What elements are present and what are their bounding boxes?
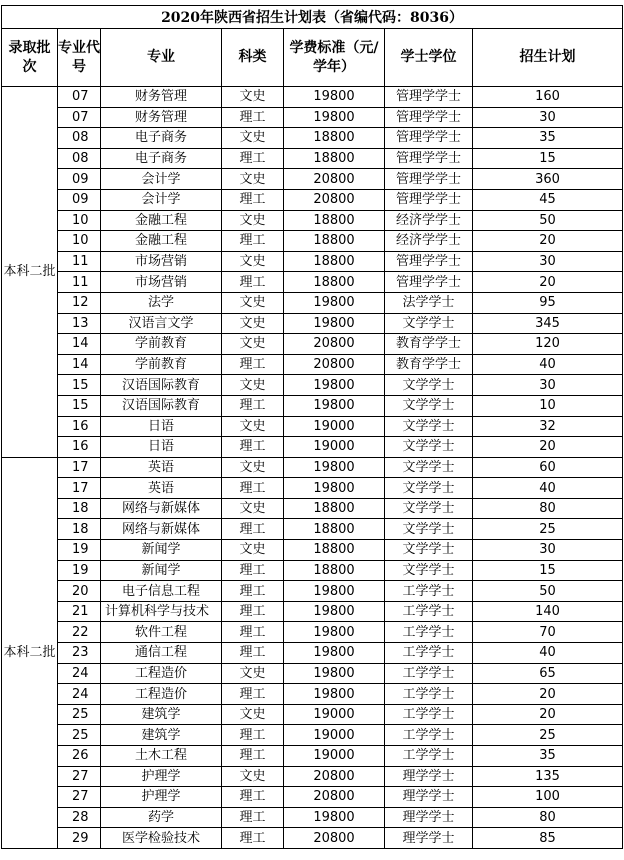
plan-cell: 40 xyxy=(473,478,623,499)
degree-cell: 管理学学士 xyxy=(385,169,473,190)
code-cell: 29 xyxy=(58,828,101,849)
major-cell: 网络与新媒体 xyxy=(101,498,222,519)
major-cell: 建筑学 xyxy=(101,704,222,725)
category-cell: 文史 xyxy=(222,663,284,684)
code-cell: 14 xyxy=(58,354,101,375)
tuition-cell: 20800 xyxy=(284,354,385,375)
degree-cell: 文学学士 xyxy=(385,395,473,416)
tuition-cell: 20800 xyxy=(284,189,385,210)
table-row xyxy=(2,210,623,231)
major-cell: 日语 xyxy=(101,437,222,458)
category-cell: 文史 xyxy=(222,313,284,334)
code-cell: 10 xyxy=(58,210,101,231)
major-cell: 电子商务 xyxy=(101,128,222,149)
table-row xyxy=(2,684,623,705)
degree-cell: 管理学学士 xyxy=(385,189,473,210)
batch-cell: 本科二批 xyxy=(2,87,58,458)
plan-cell: 20 xyxy=(473,704,623,725)
category-cell: 文史 xyxy=(222,128,284,149)
major-cell: 汉语国际教育 xyxy=(101,395,222,416)
major-cell: 工程造价 xyxy=(101,663,222,684)
code-cell: 27 xyxy=(58,787,101,808)
category-cell: 理工 xyxy=(222,395,284,416)
header-category: 科类 xyxy=(222,29,284,87)
degree-cell: 教育学学士 xyxy=(385,334,473,355)
category-cell: 文史 xyxy=(222,540,284,561)
tuition-cell: 20800 xyxy=(284,334,385,355)
code-cell: 16 xyxy=(58,416,101,437)
major-cell: 市场营销 xyxy=(101,251,222,272)
degree-cell: 文学学士 xyxy=(385,540,473,561)
major-cell: 工程造价 xyxy=(101,684,222,705)
category-cell: 文史 xyxy=(222,169,284,190)
major-cell: 电子信息工程 xyxy=(101,581,222,602)
plan-cell: 30 xyxy=(473,540,623,561)
code-cell: 09 xyxy=(58,189,101,210)
plan-cell: 50 xyxy=(473,581,623,602)
code-cell: 13 xyxy=(58,313,101,334)
degree-cell: 文学学士 xyxy=(385,375,473,396)
category-cell: 理工 xyxy=(222,807,284,828)
plan-cell: 30 xyxy=(473,107,623,128)
table-row xyxy=(2,766,623,787)
major-cell: 通信工程 xyxy=(101,643,222,664)
table-row xyxy=(2,128,623,149)
degree-cell: 工学学士 xyxy=(385,684,473,705)
code-cell: 28 xyxy=(58,807,101,828)
category-cell: 文史 xyxy=(222,292,284,313)
code-cell: 26 xyxy=(58,746,101,767)
table-row xyxy=(2,437,623,458)
category-cell: 理工 xyxy=(222,148,284,169)
code-cell: 15 xyxy=(58,375,101,396)
code-cell: 18 xyxy=(58,519,101,540)
plan-cell: 20 xyxy=(473,231,623,252)
degree-cell: 文学学士 xyxy=(385,478,473,499)
plan-cell: 10 xyxy=(473,395,623,416)
major-cell: 会计学 xyxy=(101,189,222,210)
code-cell: 25 xyxy=(58,725,101,746)
major-cell: 财务管理 xyxy=(101,87,222,108)
major-cell: 土木工程 xyxy=(101,746,222,767)
table-row xyxy=(2,746,623,767)
category-cell: 文史 xyxy=(222,375,284,396)
major-cell: 网络与新媒体 xyxy=(101,519,222,540)
degree-cell: 文学学士 xyxy=(385,416,473,437)
major-cell: 计算机科学与技术 xyxy=(101,601,222,622)
tuition-cell: 18800 xyxy=(284,498,385,519)
degree-cell: 工学学士 xyxy=(385,704,473,725)
category-cell: 理工 xyxy=(222,601,284,622)
code-cell: 11 xyxy=(58,251,101,272)
tuition-cell: 20800 xyxy=(284,828,385,849)
category-cell: 理工 xyxy=(222,272,284,293)
code-cell: 16 xyxy=(58,437,101,458)
plan-cell: 85 xyxy=(473,828,623,849)
code-cell: 12 xyxy=(58,292,101,313)
code-cell: 07 xyxy=(58,87,101,108)
degree-cell: 文学学士 xyxy=(385,457,473,478)
degree-cell: 管理学学士 xyxy=(385,107,473,128)
table-row xyxy=(2,87,623,108)
header-tuition: 学费标准（元/学年） xyxy=(284,29,385,87)
category-cell: 文史 xyxy=(222,210,284,231)
degree-cell: 管理学学士 xyxy=(385,148,473,169)
plan-cell: 32 xyxy=(473,416,623,437)
plan-cell: 15 xyxy=(473,148,623,169)
table-row xyxy=(2,560,623,581)
enrollment-plan-table xyxy=(1,5,623,849)
tuition-cell: 19800 xyxy=(284,581,385,602)
code-cell: 09 xyxy=(58,169,101,190)
tuition-cell: 18800 xyxy=(284,128,385,149)
code-cell: 08 xyxy=(58,128,101,149)
degree-cell: 工学学士 xyxy=(385,725,473,746)
tuition-cell: 19000 xyxy=(284,416,385,437)
degree-cell: 法学学士 xyxy=(385,292,473,313)
table-row xyxy=(2,375,623,396)
major-cell: 法学 xyxy=(101,292,222,313)
major-cell: 金融工程 xyxy=(101,231,222,252)
table-row xyxy=(2,725,623,746)
degree-cell: 工学学士 xyxy=(385,643,473,664)
plan-cell: 70 xyxy=(473,622,623,643)
category-cell: 理工 xyxy=(222,437,284,458)
degree-cell: 管理学学士 xyxy=(385,87,473,108)
category-cell: 理工 xyxy=(222,231,284,252)
category-cell: 文史 xyxy=(222,498,284,519)
major-cell: 日语 xyxy=(101,416,222,437)
tuition-cell: 19800 xyxy=(284,107,385,128)
tuition-cell: 19800 xyxy=(284,643,385,664)
major-cell: 新闻学 xyxy=(101,560,222,581)
plan-cell: 20 xyxy=(473,684,623,705)
tuition-cell: 19800 xyxy=(284,375,385,396)
category-cell: 理工 xyxy=(222,581,284,602)
major-cell: 电子商务 xyxy=(101,148,222,169)
table-body xyxy=(2,87,623,849)
degree-cell: 管理学学士 xyxy=(385,272,473,293)
code-cell: 19 xyxy=(58,540,101,561)
degree-cell: 管理学学士 xyxy=(385,251,473,272)
tuition-cell: 18800 xyxy=(284,148,385,169)
category-cell: 理工 xyxy=(222,560,284,581)
category-cell: 理工 xyxy=(222,622,284,643)
category-cell: 理工 xyxy=(222,725,284,746)
table-row xyxy=(2,272,623,293)
tuition-cell: 19800 xyxy=(284,684,385,705)
code-cell: 08 xyxy=(58,148,101,169)
tuition-cell: 20800 xyxy=(284,787,385,808)
table-row xyxy=(2,581,623,602)
category-cell: 理工 xyxy=(222,746,284,767)
code-cell: 11 xyxy=(58,272,101,293)
category-cell: 文史 xyxy=(222,457,284,478)
degree-cell: 经济学学士 xyxy=(385,231,473,252)
category-cell: 理工 xyxy=(222,519,284,540)
degree-cell: 理学学士 xyxy=(385,807,473,828)
category-cell: 文史 xyxy=(222,416,284,437)
major-cell: 汉语国际教育 xyxy=(101,375,222,396)
table-row xyxy=(2,334,623,355)
code-cell: 14 xyxy=(58,334,101,355)
table-row xyxy=(2,148,623,169)
major-cell: 药学 xyxy=(101,807,222,828)
major-cell: 英语 xyxy=(101,457,222,478)
degree-cell: 理学学士 xyxy=(385,787,473,808)
tuition-cell: 19000 xyxy=(284,746,385,767)
plan-cell: 65 xyxy=(473,663,623,684)
degree-cell: 工学学士 xyxy=(385,746,473,767)
code-cell: 10 xyxy=(58,231,101,252)
tuition-cell: 19000 xyxy=(284,725,385,746)
header-batch: 录取批次 xyxy=(2,29,58,87)
plan-cell: 360 xyxy=(473,169,623,190)
category-cell: 理工 xyxy=(222,684,284,705)
table-row xyxy=(2,704,623,725)
plan-cell: 40 xyxy=(473,643,623,664)
plan-cell: 50 xyxy=(473,210,623,231)
table-row xyxy=(2,519,623,540)
code-cell: 19 xyxy=(58,560,101,581)
major-cell: 建筑学 xyxy=(101,725,222,746)
tuition-cell: 20800 xyxy=(284,169,385,190)
table-row xyxy=(2,540,623,561)
degree-cell: 文学学士 xyxy=(385,313,473,334)
plan-cell: 30 xyxy=(473,375,623,396)
table-row xyxy=(2,107,623,128)
major-cell: 汉语言文学 xyxy=(101,313,222,334)
header-code: 专业代号 xyxy=(58,29,101,87)
degree-cell: 理学学士 xyxy=(385,828,473,849)
category-cell: 文史 xyxy=(222,334,284,355)
degree-cell: 理学学士 xyxy=(385,766,473,787)
category-cell: 理工 xyxy=(222,354,284,375)
tuition-cell: 19800 xyxy=(284,457,385,478)
category-cell: 理工 xyxy=(222,189,284,210)
major-cell: 英语 xyxy=(101,478,222,499)
table-row xyxy=(2,622,623,643)
plan-cell: 160 xyxy=(473,87,623,108)
tuition-cell: 18800 xyxy=(284,540,385,561)
tuition-cell: 19800 xyxy=(284,292,385,313)
plan-cell: 80 xyxy=(473,498,623,519)
tuition-cell: 19800 xyxy=(284,313,385,334)
degree-cell: 工学学士 xyxy=(385,581,473,602)
plan-cell: 15 xyxy=(473,560,623,581)
header-plan: 招生计划 xyxy=(473,29,623,87)
major-cell: 金融工程 xyxy=(101,210,222,231)
category-cell: 文史 xyxy=(222,87,284,108)
code-cell: 25 xyxy=(58,704,101,725)
table-row xyxy=(2,643,623,664)
major-cell: 新闻学 xyxy=(101,540,222,561)
degree-cell: 教育学学士 xyxy=(385,354,473,375)
table-row xyxy=(2,498,623,519)
plan-cell: 135 xyxy=(473,766,623,787)
table-row xyxy=(2,601,623,622)
major-cell: 学前教育 xyxy=(101,334,222,355)
table-title: 2020年陕西省招生计划表（省编代码：8036） xyxy=(2,6,623,29)
category-cell: 文史 xyxy=(222,704,284,725)
plan-cell: 80 xyxy=(473,807,623,828)
major-cell: 市场营销 xyxy=(101,272,222,293)
table-row xyxy=(2,807,623,828)
table-row xyxy=(2,189,623,210)
code-cell: 24 xyxy=(58,663,101,684)
major-cell: 会计学 xyxy=(101,169,222,190)
tuition-cell: 20800 xyxy=(284,766,385,787)
degree-cell: 工学学士 xyxy=(385,601,473,622)
tuition-cell: 19800 xyxy=(284,87,385,108)
table-row xyxy=(2,478,623,499)
table-row xyxy=(2,457,623,478)
plan-cell: 60 xyxy=(473,457,623,478)
table-row xyxy=(2,313,623,334)
code-cell: 24 xyxy=(58,684,101,705)
plan-cell: 25 xyxy=(473,519,623,540)
category-cell: 文史 xyxy=(222,766,284,787)
degree-cell: 经济学学士 xyxy=(385,210,473,231)
degree-cell: 管理学学士 xyxy=(385,128,473,149)
code-cell: 18 xyxy=(58,498,101,519)
plan-cell: 30 xyxy=(473,251,623,272)
header-major: 专业 xyxy=(101,29,222,87)
plan-cell: 20 xyxy=(473,437,623,458)
code-cell: 22 xyxy=(58,622,101,643)
category-cell: 理工 xyxy=(222,787,284,808)
plan-cell: 120 xyxy=(473,334,623,355)
degree-cell: 文学学士 xyxy=(385,437,473,458)
plan-cell: 25 xyxy=(473,725,623,746)
code-cell: 07 xyxy=(58,107,101,128)
tuition-cell: 19800 xyxy=(284,807,385,828)
tuition-cell: 19800 xyxy=(284,663,385,684)
table-row xyxy=(2,828,623,849)
major-cell: 护理学 xyxy=(101,766,222,787)
major-cell: 医学检验技术 xyxy=(101,828,222,849)
degree-cell: 文学学士 xyxy=(385,498,473,519)
tuition-cell: 19800 xyxy=(284,601,385,622)
tuition-cell: 18800 xyxy=(284,231,385,252)
tuition-cell: 19000 xyxy=(284,704,385,725)
header-degree: 学士学位 xyxy=(385,29,473,87)
code-cell: 15 xyxy=(58,395,101,416)
plan-cell: 140 xyxy=(473,601,623,622)
table-row xyxy=(2,787,623,808)
code-cell: 23 xyxy=(58,643,101,664)
degree-cell: 工学学士 xyxy=(385,663,473,684)
table-row xyxy=(2,416,623,437)
code-cell: 21 xyxy=(58,601,101,622)
table-row xyxy=(2,251,623,272)
tuition-cell: 19800 xyxy=(284,622,385,643)
tuition-cell: 18800 xyxy=(284,210,385,231)
major-cell: 学前教育 xyxy=(101,354,222,375)
plan-cell: 35 xyxy=(473,128,623,149)
batch-cell: 本科二批 xyxy=(2,457,58,848)
tuition-cell: 18800 xyxy=(284,560,385,581)
table-row xyxy=(2,292,623,313)
tuition-cell: 19000 xyxy=(284,437,385,458)
tuition-cell: 18800 xyxy=(284,272,385,293)
table-row xyxy=(2,354,623,375)
category-cell: 理工 xyxy=(222,643,284,664)
major-cell: 护理学 xyxy=(101,787,222,808)
tuition-cell: 18800 xyxy=(284,251,385,272)
table-row xyxy=(2,231,623,252)
plan-cell: 345 xyxy=(473,313,623,334)
code-cell: 27 xyxy=(58,766,101,787)
code-cell: 17 xyxy=(58,478,101,499)
tuition-cell: 19800 xyxy=(284,395,385,416)
plan-cell: 20 xyxy=(473,272,623,293)
category-cell: 文史 xyxy=(222,251,284,272)
plan-cell: 35 xyxy=(473,746,623,767)
category-cell: 理工 xyxy=(222,828,284,849)
table-row xyxy=(2,395,623,416)
code-cell: 17 xyxy=(58,457,101,478)
category-cell: 理工 xyxy=(222,107,284,128)
table-row xyxy=(2,169,623,190)
plan-cell: 40 xyxy=(473,354,623,375)
major-cell: 软件工程 xyxy=(101,622,222,643)
plan-cell: 100 xyxy=(473,787,623,808)
table-row xyxy=(2,663,623,684)
code-cell: 20 xyxy=(58,581,101,602)
major-cell: 财务管理 xyxy=(101,107,222,128)
tuition-cell: 19800 xyxy=(284,478,385,499)
category-cell: 理工 xyxy=(222,478,284,499)
tuition-cell: 18800 xyxy=(284,519,385,540)
plan-cell: 95 xyxy=(473,292,623,313)
degree-cell: 文学学士 xyxy=(385,560,473,581)
plan-cell: 45 xyxy=(473,189,623,210)
degree-cell: 工学学士 xyxy=(385,622,473,643)
degree-cell: 文学学士 xyxy=(385,519,473,540)
